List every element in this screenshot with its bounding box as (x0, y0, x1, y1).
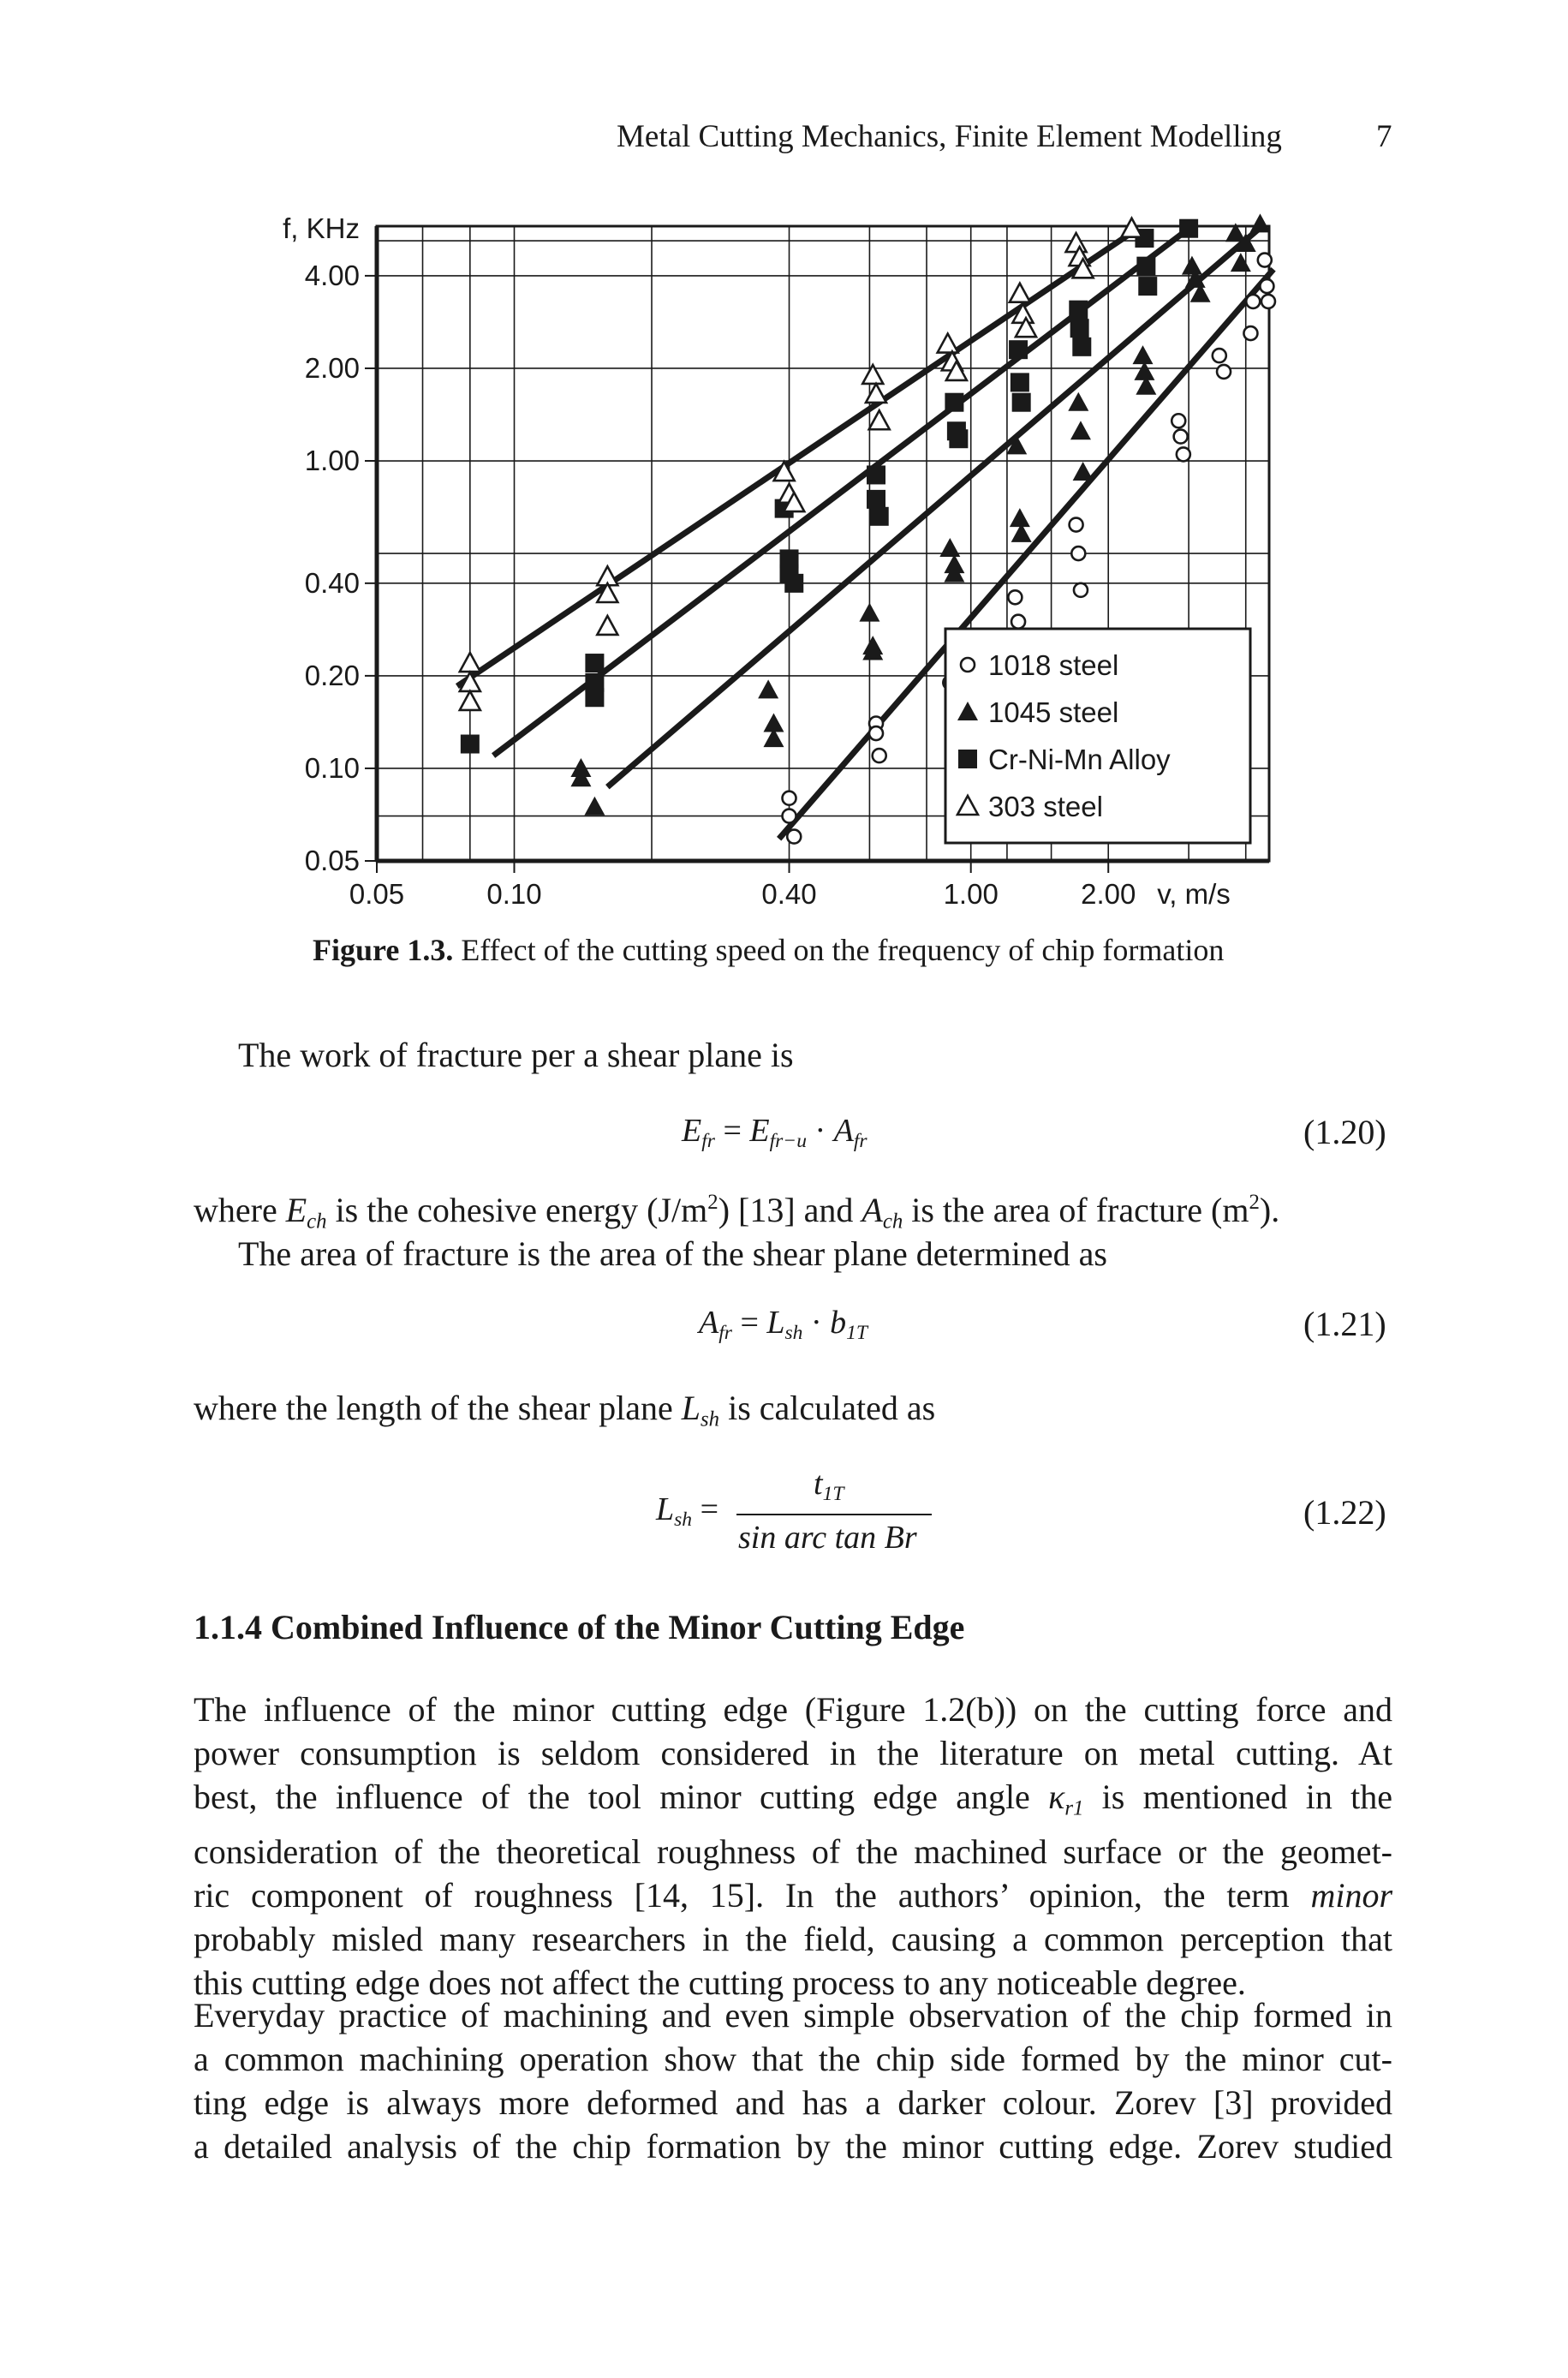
data-point (938, 334, 958, 353)
data-point (869, 726, 883, 740)
data-point (1174, 430, 1188, 444)
fraction-bar (736, 1514, 932, 1515)
data-point (1012, 393, 1031, 412)
page-number: 7 (1376, 119, 1392, 154)
data-point (1011, 373, 1029, 391)
data-point (1261, 295, 1275, 308)
figure-label: Figure 1.3. (313, 933, 454, 967)
paragraph-work-of-fracture: The work of fracture per a shear plane is (238, 1036, 794, 1074)
text-line: consideration of the theoretical roughness of the machined surface or the geomet- (194, 1832, 1392, 1872)
x-tick-label: 2.00 (1081, 878, 1136, 910)
paragraph-zorev-analysis (194, 1993, 1392, 2168)
x-tick-label: 0.05 (349, 878, 405, 910)
equation-number-1-21: (1.21) (1303, 1305, 1386, 1343)
data-point (784, 574, 803, 593)
x-axis-label: v, m/s (1157, 878, 1231, 910)
y-tick-label: 4.00 (304, 259, 360, 291)
legend-marker (958, 750, 977, 768)
x-tick-label: 1.00 (943, 878, 999, 910)
figure-caption-text: Effect of the cutting speed on the frequency of chip formation (461, 933, 1225, 967)
data-point (1132, 345, 1153, 364)
legend-label: Cr-Ni-Mn Alloy (988, 744, 1171, 775)
data-point (1249, 213, 1270, 232)
text-line: ric component of roughness [14, 15]. In the authors’ opinion, the term minor (194, 1876, 1393, 1915)
text-line: ting edge is always more deformed and has a darker colour. Zorev [3] provided (194, 2083, 1392, 2122)
y-tick-label: 0.40 (304, 566, 360, 599)
running-title: Metal Cutting Mechanics, Finite Element Modelling (617, 119, 1282, 154)
equation-number-1-20: (1.20) (1303, 1113, 1386, 1151)
data-point (949, 429, 968, 448)
data-point (1068, 392, 1088, 411)
data-point (584, 797, 605, 816)
y-tick-label: 0.10 (304, 751, 360, 784)
equation-1-21: $A_{fr} = L_{sh} \cdot b_{1T}$ (699, 1305, 867, 1345)
paragraph-shear-plane-length: where the length of the shear plane $L_{sh}$ is calculated as (194, 1389, 936, 1431)
data-point (859, 603, 879, 622)
paragraph-cohesive-energy: where $E_{ch}$ is the cohesive energy $(J/m^2)$ [13] and $A_{ch}$ is the area of fracture $(m^2)$. (194, 1191, 1280, 1234)
equation-1-22-lhs: $L_{sh}$ = (656, 1491, 719, 1532)
figure-caption (313, 932, 1224, 968)
data-point (585, 654, 604, 672)
data-point (1072, 338, 1091, 356)
text-line: a detailed analysis of the chip formation by the minor cutting edge. Zorev studied (194, 2127, 1392, 2166)
y-tick-label: 1.00 (304, 445, 360, 477)
text-line: probably misled many researchers in the field, causing a common perception that (194, 1920, 1392, 1959)
data-point (1177, 447, 1190, 461)
data-point (1069, 301, 1088, 320)
data-point (758, 679, 778, 698)
equation-number-1-22: (1.22) (1303, 1493, 1386, 1532)
data-point (783, 792, 796, 805)
data-point (1172, 414, 1185, 427)
legend-label: 1045 steel (988, 696, 1119, 728)
text-line: this cutting edge does not affect the cutting process to any noticeable degree. (194, 1963, 1246, 2003)
text-line: Everyday practice of machining and even simple observation of the chip formed in (194, 1996, 1392, 2034)
data-point (1182, 256, 1202, 275)
data-point (939, 538, 960, 557)
data-point (1070, 518, 1083, 532)
data-point (1071, 547, 1085, 560)
equation-1-20: $E_{fr} = E_{fr-u} \cdot A_{fr}$ (682, 1113, 867, 1153)
legend-label: 303 steel (988, 791, 1103, 822)
legend-label: 1018 steel (988, 649, 1119, 681)
text-line: The influence of the minor cutting edge (Figure 1.2(b)) on the cutting force and (194, 1690, 1392, 1729)
data-point (1074, 583, 1088, 597)
data-point (866, 384, 886, 403)
data-point (1258, 254, 1272, 267)
data-point (1010, 284, 1030, 302)
data-point (869, 410, 890, 429)
data-point (945, 393, 963, 412)
paragraph-minor-edge-influence (194, 1688, 1392, 2005)
data-point (1213, 349, 1226, 362)
data-point (1008, 590, 1022, 604)
data-point (1134, 361, 1154, 380)
data-point (1121, 218, 1142, 237)
data-point (461, 735, 480, 754)
paragraph-area-of-fracture: The area of fracture is the area of the shear plane determined as (238, 1234, 1107, 1273)
x-tick-label: 0.40 (761, 878, 817, 910)
equation-1-22-denominator: sin arc tan Br (738, 1520, 917, 1556)
chip-frequency-chart (0, 0, 1568, 925)
data-point (1231, 253, 1251, 272)
data-point (1009, 340, 1028, 359)
data-point (1136, 257, 1155, 276)
data-point (787, 830, 801, 844)
y-tick-label: 0.20 (304, 659, 360, 691)
y-tick-label: 2.00 (304, 351, 360, 384)
x-tick-label: 0.10 (486, 878, 542, 910)
data-point (1070, 319, 1089, 338)
data-point (867, 490, 885, 509)
data-point (460, 653, 480, 672)
text-line: power consumption is seldom considered in the literature on metal cutting. At (194, 1734, 1392, 1772)
data-point (870, 507, 889, 526)
data-point (1010, 508, 1030, 527)
data-point (873, 749, 886, 762)
data-point (1073, 462, 1094, 481)
data-point (570, 768, 591, 786)
text-line: a common machining operation show that the chip side formed by the minor cut- (194, 2040, 1392, 2078)
legend-marker (961, 658, 975, 672)
data-point (783, 810, 796, 823)
data-point (1066, 233, 1087, 252)
data-point (1217, 365, 1231, 379)
data-point (1138, 277, 1157, 296)
data-point (867, 465, 885, 484)
data-point (1246, 295, 1260, 308)
equation-1-22-numerator: $t_{1T}$ (814, 1466, 844, 1506)
data-point (585, 688, 604, 707)
y-axis-label: f, KHz (283, 212, 360, 244)
data-point (1260, 279, 1273, 293)
text-line: best, the influence of the tool minor cutting edge angle $\kappa_{r1}$ is mentioned in the (194, 1778, 1393, 1820)
data-point (460, 691, 480, 710)
section-heading: 1.1.4 Combined Influence of the Minor Cutting Edge (194, 1608, 965, 1646)
data-point (1179, 219, 1198, 238)
data-point (1243, 326, 1257, 340)
y-tick-label: 0.05 (304, 845, 360, 876)
data-point (597, 616, 617, 635)
data-point (1011, 615, 1025, 629)
data-point (1070, 421, 1091, 439)
